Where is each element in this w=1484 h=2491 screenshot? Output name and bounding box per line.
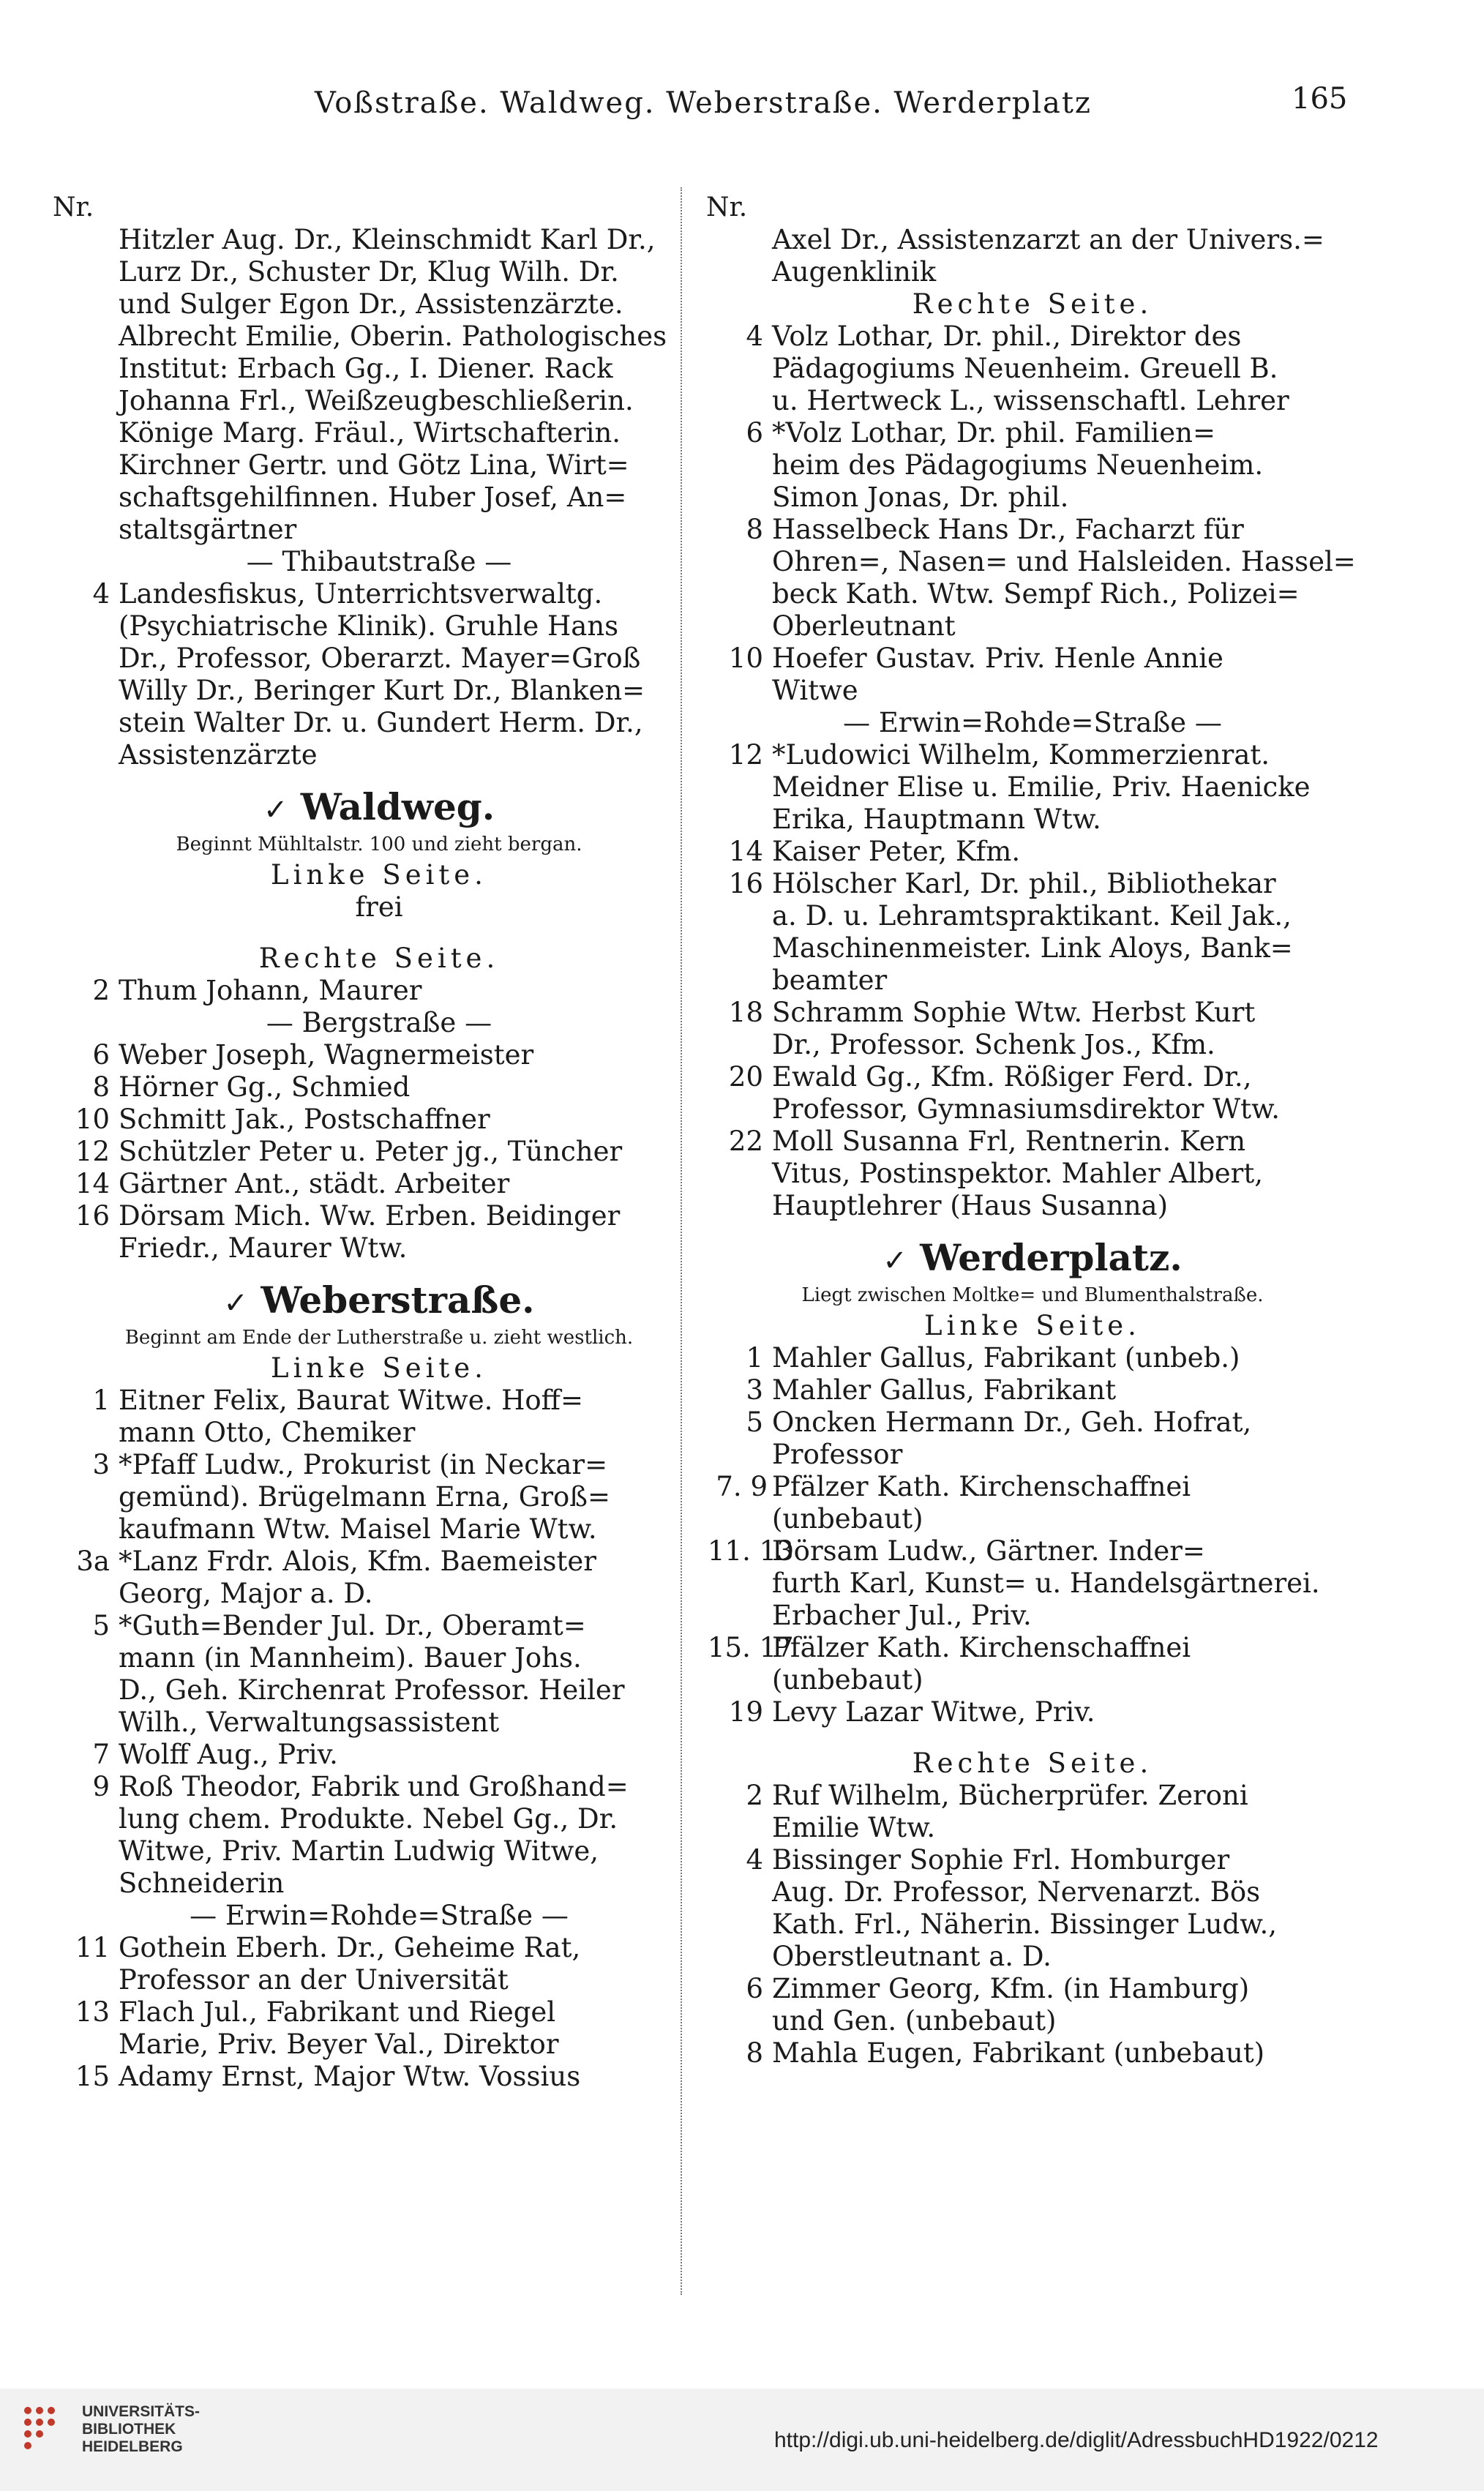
section-title-waldweg xyxy=(67,784,691,830)
text-line: lung chem. Produkte. Nebel Gg., Dr. xyxy=(119,1803,618,1835)
house-number: 20 xyxy=(728,1061,763,1093)
text-line: Hitzler Aug. Dr., Kleinschmidt Karl Dr., xyxy=(119,224,656,255)
address-entry xyxy=(721,1973,1344,2037)
address-entry xyxy=(708,1535,1344,1632)
text-line: Friedr., Maurer Wtw. xyxy=(119,1232,408,1264)
text-line: Assistenzärzte xyxy=(119,739,318,771)
text-line: Oberleutnant xyxy=(772,610,956,642)
house-number: 11 xyxy=(75,1932,110,1963)
text-line: Emilie Wtw. xyxy=(772,1812,936,1843)
text-line: Axel Dr., Assistenzarzt an der Univers.= xyxy=(772,224,1324,255)
text-line: Eitner Felix, Baurat Witwe. Hoff= xyxy=(119,1385,583,1416)
address-entry xyxy=(721,643,1344,707)
library-name-line: BIBLIOTHEK xyxy=(82,2421,176,2438)
section-title-text: Weberstraße. xyxy=(261,1278,535,1322)
check-mark-icon: ✓ xyxy=(223,1286,248,1320)
text-line: Zimmer Georg, Kfm. (in Hamburg) xyxy=(772,1973,1250,2004)
address-entry xyxy=(67,1200,691,1265)
address-entry xyxy=(67,1610,691,1739)
text-line: furth Karl, Kunst= u. Handelsgärtnerei. xyxy=(772,1567,1320,1599)
address-entry xyxy=(721,868,1344,997)
text-line: Maschinenmeister. Link Aloys, Bank= xyxy=(772,932,1293,964)
text-line: Witwe, Priv. Martin Ludwig Witwe, xyxy=(119,1835,599,1867)
left-column xyxy=(53,192,691,2093)
text-line: Oncken Hermann Dr., Geh. Hofrat, xyxy=(772,1406,1252,1438)
text-line: Weber Joseph, Wagnermeister xyxy=(119,1039,534,1071)
text-line: Gärtner Ant., städt. Arbeiter xyxy=(119,1168,510,1199)
text-line: D., Geh. Kirchenrat Professor. Heiler xyxy=(119,1674,625,1706)
house-number: 2 xyxy=(746,1780,763,1811)
address-entry xyxy=(67,2061,691,2093)
intro-block xyxy=(67,224,691,546)
cross-street: — Erwin=Rohde=Straße — xyxy=(843,707,1222,738)
section-title-weberstrasse xyxy=(67,1278,691,1323)
house-number: 12 xyxy=(728,739,763,771)
house-number: 9 xyxy=(92,1771,110,1802)
library-name xyxy=(82,2403,200,2456)
address-entry xyxy=(67,1771,691,1900)
text-line: mann Otto, Chemiker xyxy=(119,1417,416,1448)
house-number: 4 xyxy=(92,578,110,610)
house-number: 8 xyxy=(92,1071,110,1103)
text-line: und Sulger Egon Dr., Assistenzärzte. xyxy=(119,288,623,320)
text-line: Gothein Eberh. Dr., Geheime Rat, xyxy=(119,1932,581,1963)
text-line: Professor an der Universität xyxy=(119,1964,509,1996)
text-line: Pädagogiums Neuenheim. Greuell B. xyxy=(772,353,1278,384)
section-title-werderplatz xyxy=(721,1235,1344,1281)
text-line: Hörner Gg., Schmied xyxy=(119,1071,411,1103)
text-line: Pfälzer Kath. Kirchenschaffnei xyxy=(772,1632,1191,1663)
text-line: Adamy Ernst, Major Wtw. Vossius xyxy=(119,2061,581,2092)
text-line: Hoefer Gustav. Priv. Henle Annie xyxy=(772,643,1223,674)
text-line: Kirchner Gertr. und Götz Lina, Wirt= xyxy=(119,449,629,481)
header-title: Voßstraße. Waldweg. Weberstraße. Werderplatz xyxy=(315,86,1092,120)
text-line: staltsgärtner xyxy=(119,514,297,545)
text-line: Pfälzer Kath. Kirchenschaffnei xyxy=(772,1471,1191,1502)
address-entry xyxy=(721,1374,1344,1406)
intro-block xyxy=(721,224,1344,288)
text-line: Schramm Sophie Wtw. Herbst Kurt xyxy=(772,997,1256,1028)
text-line: Marie, Priv. Beyer Val., Direktor xyxy=(119,2029,559,2060)
library-name-line: HEIDELBERG xyxy=(82,2438,183,2455)
address-entry xyxy=(708,1632,1344,1696)
address-entry xyxy=(721,1342,1344,1374)
text-line: u. Hertweck L., wissenschaftl. Lehrer xyxy=(772,385,1289,416)
text-line: Bissinger Sophie Frl. Homburger xyxy=(772,1844,1230,1876)
side-heading: Rechte Seite. xyxy=(912,1748,1153,1779)
footer-bar xyxy=(0,2389,1484,2491)
page-number: 165 xyxy=(1292,82,1348,116)
house-number: 3 xyxy=(746,1374,763,1406)
address-entry xyxy=(721,836,1344,868)
werderplatz-right-entries xyxy=(721,1780,1344,2069)
text-line: Ruf Wilhelm, Bücherprüfer. Zeroni xyxy=(772,1780,1248,1811)
library-name-line: UNIVERSITÄTS- xyxy=(82,2403,201,2420)
section-subtitle: Beginnt am Ende der Lutherstraße u. zieht westlich. xyxy=(124,1327,634,1349)
address-entry xyxy=(721,1696,1344,1728)
text-line: Hasselbeck Hans Dr., Facharzt für xyxy=(772,514,1244,545)
text-line: Schneiderin xyxy=(119,1868,285,1899)
text-line: Willy Dr., Beringer Kurt Dr., Blanken= xyxy=(119,675,645,706)
house-number: 8 xyxy=(746,514,763,545)
text-line: Flach Jul., Fabrikant und Riegel xyxy=(119,1996,556,2028)
text-line: Moll Susanna Frl, Rentnerin. Kern xyxy=(772,1125,1246,1157)
address-entry xyxy=(721,2037,1344,2069)
address-entry xyxy=(67,1168,691,1200)
text-line: *Lanz Frdr. Alois, Kfm. Baemeister xyxy=(119,1546,596,1577)
address-entry xyxy=(67,1104,691,1136)
check-mark-icon: ✓ xyxy=(882,1244,907,1278)
cross-street: — Bergstraße — xyxy=(266,1007,492,1038)
address-entry xyxy=(67,975,691,1007)
house-number: 1 xyxy=(746,1342,763,1374)
address-entry xyxy=(67,1385,691,1449)
text-line: Augenklinik xyxy=(772,256,937,288)
house-number: 8 xyxy=(746,2037,763,2069)
cross-street: — Erwin=Rohde=Straße — xyxy=(190,1900,569,1931)
section-subtitle: Beginnt Mühltalstr. 100 und zieht bergan. xyxy=(176,834,582,855)
house-number: 6 xyxy=(92,1039,110,1071)
house-number: 7. 9 xyxy=(716,1471,768,1502)
text-line: Simon Jonas, Dr. phil. xyxy=(772,482,1069,513)
text-line: Könige Marg. Fräul., Wirtschafterin. xyxy=(119,417,621,449)
text-line: Schützler Peter u. Peter jg., Tüncher xyxy=(119,1136,623,1167)
address-entry xyxy=(67,1136,691,1168)
address-entry xyxy=(67,1900,691,1932)
text-line: (unbebaut) xyxy=(772,1664,923,1696)
text-line: Roß Theodor, Fabrik und Großhand= xyxy=(119,1771,629,1802)
address-entry xyxy=(721,1125,1344,1222)
side-heading: Linke Seite. xyxy=(924,1310,1141,1341)
house-number: 4 xyxy=(746,321,763,352)
text-line: a. D. u. Lehramtspraktikant. Keil Jak., xyxy=(772,900,1292,932)
text-line: Johanna Frl., Weißzeugbeschließerin. xyxy=(119,385,634,416)
house-number: 14 xyxy=(75,1168,110,1199)
text-line: Erbacher Jul., Priv. xyxy=(772,1600,1032,1631)
text-line: beck Kath. Wtw. Sempf Rich., Polizei= xyxy=(772,578,1300,610)
text-line: *Pfaff Ludw., Prokurist (in Neckar= xyxy=(119,1449,608,1480)
text-line: Meidner Elise u. Emilie, Priv. Haenicke xyxy=(772,771,1311,803)
address-entry xyxy=(67,1932,691,1996)
house-number: 1 xyxy=(92,1385,110,1416)
text-line: Erika, Hauptmann Wtw. xyxy=(772,804,1101,835)
house-number: 19 xyxy=(728,1696,763,1728)
text-line: stein Walter Dr. u. Gundert Herm. Dr., xyxy=(119,707,643,738)
house-number: 13 xyxy=(75,1996,110,2028)
house-number: 5 xyxy=(92,1610,110,1641)
house-number: 5 xyxy=(746,1406,763,1438)
text-line: Georg, Major a. D. xyxy=(119,1578,373,1609)
house-number: 6 xyxy=(746,1973,763,2004)
text-line: Schmitt Jak., Postschaffner xyxy=(119,1104,490,1135)
page-header xyxy=(0,82,1484,138)
text-line: *Guth=Bender Jul. Dr., Oberamt= xyxy=(119,1610,586,1641)
check-mark-icon: ✓ xyxy=(263,793,288,827)
text-line: Lurz Dr., Schuster Dr, Klug Wilh. Dr. xyxy=(119,256,619,288)
side-heading: Rechte Seite. xyxy=(258,943,500,974)
text-line: Aug. Dr. Professor, Nervenarzt. Bös xyxy=(772,1876,1261,1908)
text-line: Thum Johann, Maurer xyxy=(119,975,422,1006)
house-number: 16 xyxy=(75,1200,110,1232)
address-entry xyxy=(721,417,1344,514)
text-line: Levy Lazar Witwe, Priv. xyxy=(772,1696,1095,1728)
house-number: 10 xyxy=(75,1104,110,1135)
text-line: Wolff Aug., Priv. xyxy=(119,1739,338,1770)
text-line: Mahler Gallus, Fabrikant xyxy=(772,1374,1117,1406)
waldweg-entries xyxy=(67,975,691,1265)
text-line: mann (in Mannheim). Bauer Johs. xyxy=(119,1642,582,1674)
text-line: Albrecht Emilie, Oberin. Pathologisches xyxy=(119,321,667,352)
side-heading: Rechte Seite. xyxy=(912,288,1153,320)
text-line: Kaiser Peter, Kfm. xyxy=(772,836,1021,867)
address-entry xyxy=(721,997,1344,1061)
nr-label: Nr. xyxy=(706,192,748,222)
house-number: 3 xyxy=(92,1449,110,1480)
address-entry xyxy=(721,1061,1344,1125)
address-entry xyxy=(721,1780,1344,1844)
werderplatz-left-entries xyxy=(708,1342,1344,1728)
address-entry xyxy=(721,1406,1344,1471)
text-line: Dörsam Mich. Ww. Erben. Beidinger xyxy=(119,1200,621,1232)
text-line: schaftsgehilfinnen. Huber Josef, An= xyxy=(119,482,627,513)
address-entry xyxy=(67,1996,691,2061)
address-entry xyxy=(721,1844,1344,1973)
address-entry xyxy=(67,1039,691,1071)
text-line: Witwe xyxy=(772,675,858,706)
text-line: Kath. Frl., Näherin. Bissinger Ludw., xyxy=(772,1908,1278,1940)
vossstrasse-entries xyxy=(721,321,1356,1222)
text-line: Volz Lothar, Dr. phil., Direktor des xyxy=(772,321,1242,352)
cross-street: — Thibautstraße — xyxy=(246,546,512,577)
side-heading: Linke Seite. xyxy=(271,1352,487,1384)
text-line: Institut: Erbach Gg., I. Diener. Rack xyxy=(119,353,613,384)
text-line: gemünd). Brügelmann Erna, Groß= xyxy=(119,1481,610,1513)
address-entry xyxy=(721,321,1344,417)
section-subtitle: Liegt zwischen Moltke= und Blumenthalstraße. xyxy=(801,1284,1264,1306)
text-line: und Gen. (unbebaut) xyxy=(772,2005,1057,2037)
side-heading: Linke Seite. xyxy=(271,859,487,891)
text-line: kaufmann Wtw. Maisel Marie Wtw. xyxy=(119,1513,597,1545)
address-entry xyxy=(67,1546,691,1610)
text-line: Hauptlehrer (Haus Susanna) xyxy=(772,1190,1169,1221)
right-column xyxy=(706,192,1356,2069)
library-logo-icon xyxy=(18,2400,76,2459)
house-number: 15. 17 xyxy=(708,1632,794,1663)
text-line: Professor, Gymnasiumsdirektor Wtw. xyxy=(772,1093,1281,1125)
section-title-text: Waldweg. xyxy=(300,785,495,828)
house-number: 16 xyxy=(728,868,763,899)
source-url-link[interactable]: http://digi.ub.uni-heidelberg.de/diglit/AdressbuchHD1922/0212 xyxy=(774,2428,1379,2452)
house-number: 11. 13 xyxy=(708,1535,794,1567)
text-line: beamter xyxy=(772,964,888,996)
house-number: 12 xyxy=(75,1136,110,1167)
side-note: frei xyxy=(355,891,403,923)
text-line: Professor xyxy=(772,1439,903,1470)
text-line: *Volz Lothar, Dr. phil. Familien= xyxy=(772,417,1215,449)
section-title-text: Werderplatz. xyxy=(920,1236,1183,1279)
house-number: 2 xyxy=(92,975,110,1006)
house-number: 3a xyxy=(76,1546,110,1577)
address-entry xyxy=(67,1739,691,1771)
address-entry xyxy=(67,1007,691,1039)
text-line: Ohren=, Nasen= und Halsleiden. Hassel= xyxy=(772,546,1356,577)
text-line: Dr., Professor, Oberarzt. Mayer=Groß xyxy=(119,643,641,674)
house-number: 10 xyxy=(728,643,763,674)
house-number: 6 xyxy=(746,417,763,449)
address-entry xyxy=(721,739,1344,836)
house-number: 4 xyxy=(746,1844,763,1876)
text-line: Dörsam Ludw., Gärtner. Inder= xyxy=(772,1535,1205,1567)
text-line: *Ludowici Wilhelm, Kommerzienrat. xyxy=(772,739,1270,771)
text-line: Oberstleutnant a. D. xyxy=(772,1941,1052,1972)
house-number: 7 xyxy=(92,1739,110,1770)
text-line: Dr., Professor. Schenk Jos., Kfm. xyxy=(772,1029,1215,1060)
text-line: Landesfiskus, Unterrichtsverwaltg. xyxy=(119,578,603,610)
text-line: Wilh., Verwaltungsassistent xyxy=(119,1707,500,1738)
address-entry xyxy=(721,707,1344,739)
text-line: (unbebaut) xyxy=(772,1503,923,1535)
house-number: 22 xyxy=(728,1125,763,1157)
address-entry xyxy=(67,1071,691,1104)
text-line: (Psychiatrische Klinik). Gruhle Hans xyxy=(119,610,619,642)
address-entry xyxy=(67,1449,691,1546)
address-entry xyxy=(716,1471,1344,1535)
house-number: 15 xyxy=(75,2061,110,2092)
address-entry xyxy=(721,514,1356,643)
nr-label: Nr. xyxy=(53,192,94,222)
house-number: 14 xyxy=(728,836,763,867)
weberstrasse-entries xyxy=(67,1385,691,2093)
text-line: Ewald Gg., Kfm. Rößiger Ferd. Dr., xyxy=(772,1061,1252,1093)
text-line: Mahla Eugen, Fabrikant (unbebaut) xyxy=(772,2037,1265,2069)
text-line: Mahler Gallus, Fabrikant (unbeb.) xyxy=(772,1342,1240,1374)
house-number: 18 xyxy=(728,997,763,1028)
text-line: heim des Pädagogiums Neuenheim. xyxy=(772,449,1264,481)
text-line: Vitus, Postinspektor. Mahler Albert, xyxy=(772,1158,1263,1189)
text-line: Hölscher Karl, Dr. phil., Bibliothekar xyxy=(772,868,1276,899)
address-entry xyxy=(67,578,691,771)
